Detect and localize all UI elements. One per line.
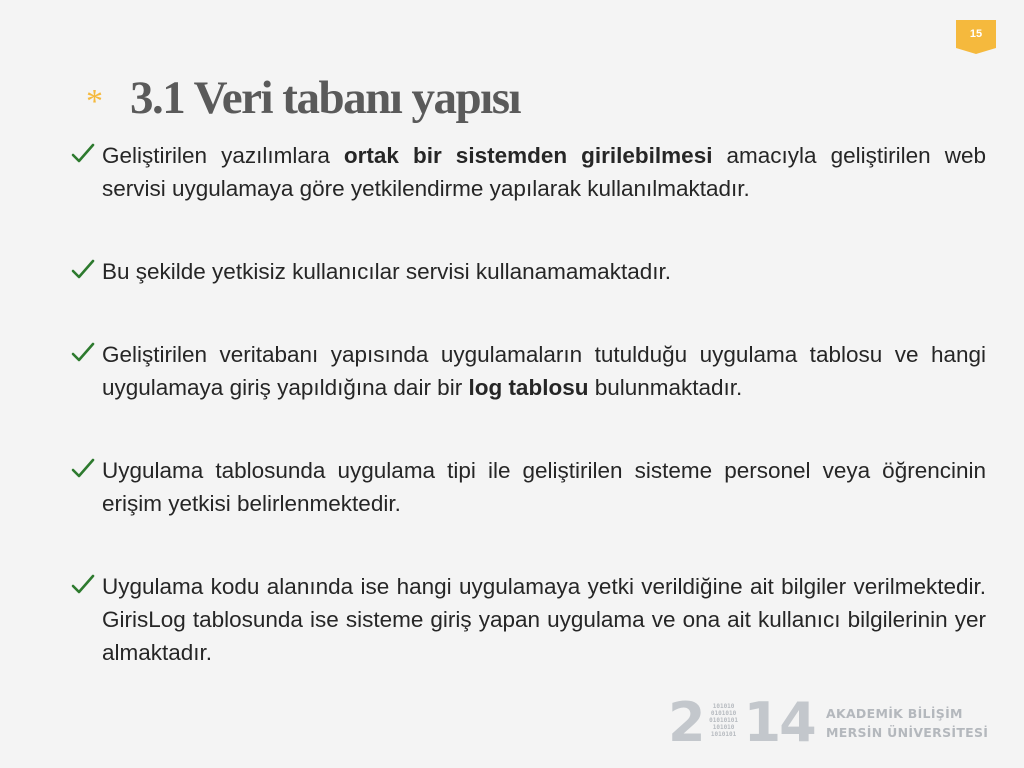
checkmark-icon xyxy=(71,457,95,481)
logo-year-last: 14 xyxy=(743,690,815,754)
bullet-list xyxy=(64,139,986,719)
conference-logo xyxy=(668,692,1008,752)
logo-binary-line: 01010101 xyxy=(709,717,739,724)
page-number: 15 xyxy=(969,28,983,40)
checkmark-icon xyxy=(71,142,95,166)
bullet-item xyxy=(64,139,986,205)
logo-binary-pattern xyxy=(705,697,743,747)
bullet-item xyxy=(64,570,986,669)
checkmark-icon xyxy=(71,341,95,365)
slide-title: 3.1 Veri tabanı yapısı xyxy=(130,72,521,124)
logo-text xyxy=(826,704,988,742)
logo-binary-line: 1010101 xyxy=(710,731,737,738)
title-row xyxy=(86,70,520,126)
bullet-bold-text: ortak bir sistemden girilebilmesi xyxy=(343,143,713,168)
bullet-text: amacıyla geliştirilen web servisi uygulamaya göre yetkilendirme yapılarak kullanılmaktadır. xyxy=(102,143,986,201)
logo-line-1: AKADEMİK BİLİŞİM xyxy=(826,706,963,721)
logo-binary-line: 101010 xyxy=(712,724,735,731)
bullet-text: Uygulama kodu alanında ise hangi uygulamaya yetki verildiğine ait bilgiler verilmektedir. GirisLog tablosunda ise sisteme giriş yapan uygulama ve ona ait kullanıcı bilgilerinin yer almaktadır. xyxy=(102,574,986,665)
page-number-badge xyxy=(956,20,996,54)
bullet-item xyxy=(64,255,986,288)
logo-binary-line: 101010 xyxy=(712,703,735,710)
title-bullet-icon: * xyxy=(86,83,103,120)
bullet-text: Uygulama tablosunda uygulama tipi ile geliştirilen sisteme personel veya öğrencinin erişim yetkisi belirlenmektedir. xyxy=(102,458,986,516)
logo-line-2: MERSİN ÜNİVERSİTESİ xyxy=(826,725,989,740)
bullet-item xyxy=(64,338,986,404)
bullet-text: Geliştirilen veritabanı yapısında uygulamaların tutulduğu uygulama tablosu ve hangi uygulamaya giriş yapıldığına dair bir xyxy=(102,342,986,400)
checkmark-icon xyxy=(71,258,95,282)
bullet-text: bulunmaktadır. xyxy=(588,375,743,400)
logo-binary-line: 0101010 xyxy=(710,710,737,717)
bullet-item xyxy=(64,454,986,520)
logo-year xyxy=(668,692,815,752)
bullet-bold-text: log tablosu xyxy=(468,375,589,400)
bullet-text: Geliştirilen yazılımlara xyxy=(102,143,344,168)
bullet-text: Bu şekilde yetkisiz kullanıcılar servisi kullanamamaktadır. xyxy=(102,259,671,284)
logo-year-first: 2 xyxy=(668,690,704,754)
checkmark-icon xyxy=(71,573,95,597)
